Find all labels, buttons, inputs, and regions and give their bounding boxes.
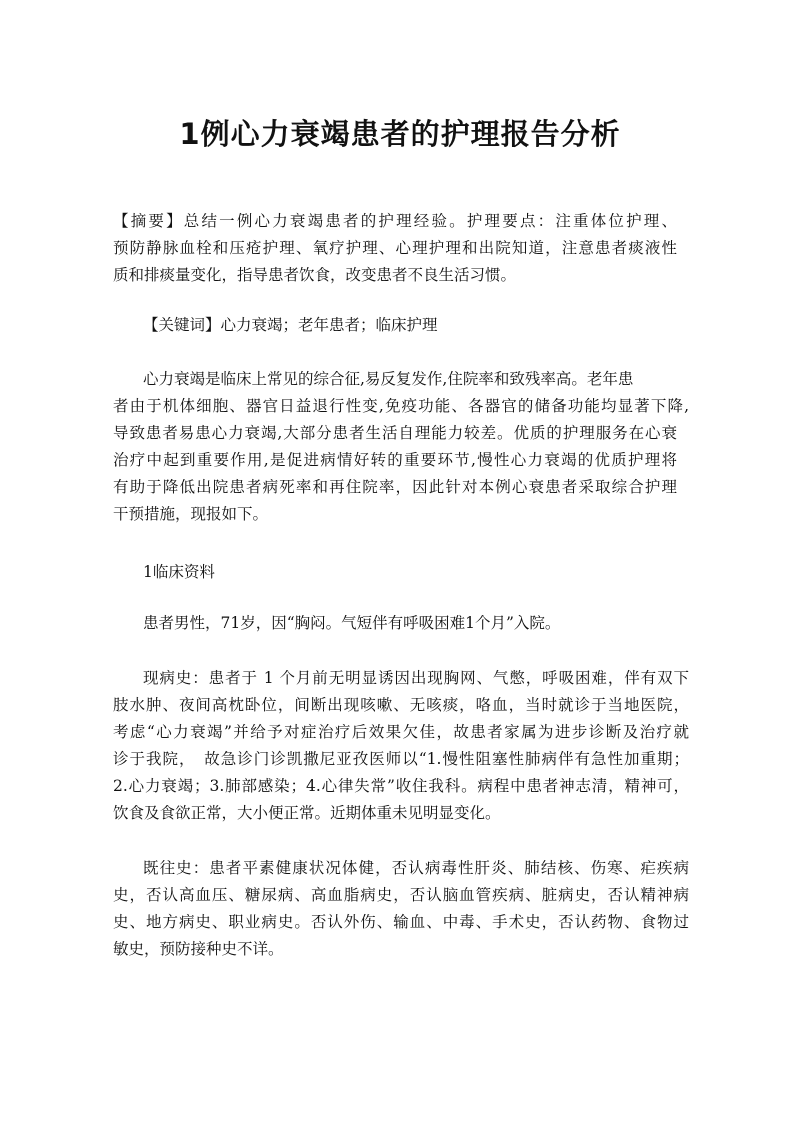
- present-history-line: 现病史：患者于 1 个月前无明显诱因出现胸网、气憋，呼吸困难，伴有双下: [143, 669, 689, 687]
- abstract-line: 【摘要】总结一例心力衰竭患者的护理经验。护理要点：注重体位护理、: [113, 212, 677, 230]
- past-history-line: 敏史，预防接种史不详。: [113, 940, 284, 958]
- intro-line: 治疗中起到重要作用,是促进病情好转的重要环节,慢性心力衰竭的优质护理将: [113, 451, 677, 469]
- abstract-line: 预防静脉血栓和压疮护理、氧疗护理、心理护理和出院知道，注意患者痰液性: [113, 239, 677, 257]
- present-history-line: 考虑“心力衰竭”并给予对症治疗后效果欠佳，故患者家属为进步诊断及治疗就: [113, 723, 689, 741]
- intro-line: 心力衰竭是临床上常见的综合征,易反复发作,住院率和致残率高。老年患: [143, 370, 634, 388]
- past-history-line: 既往史：患者平素健康状况体健，否认病毒性肝炎、肺结核、伤寒、疟疾病: [143, 859, 689, 877]
- past-history-line: 史，否认高血压、糖尿病、高血脂病史，否认脑血管疾病、脏病史，否认精神病: [113, 886, 689, 904]
- present-history-line: 饮食及食欲正常，大小便正常。近期体重未见明显变化。: [113, 804, 501, 822]
- abstract-line: 质和排痰量变化，指导患者饮食，改变患者不良生活习惯。: [113, 266, 517, 284]
- intro-line: 有助于降低出院患者病死率和再住院率，因此针对本例心衰患者采取综合护理: [113, 478, 677, 496]
- intro-line: 者由于机体细胞、器官日益退行性变,免疫功能、各器官的储备功能均显著下降,: [113, 397, 689, 415]
- present-history-line: 诊于我院， 故急诊门诊凯撒尼亚孜医师以“1.慢性阻塞性肺病伴有急性加重期；: [113, 750, 689, 768]
- section-heading: 1临床资料: [143, 563, 215, 581]
- keywords-line: 【关键词】心力衰竭；老年患者；临床护理: [143, 316, 438, 334]
- intro-line: 干预措施，现报如下。: [113, 505, 269, 523]
- patient-info-line: 患者男性，71岁，因“胸闷。气短伴有呼吸困难1个月”入院。: [143, 614, 561, 632]
- document-title: 1例心力衰竭患者的护理报告分析: [179, 117, 621, 151]
- past-history-line: 史、地方病史、职业病史。否认外伤、输血、中毒、手术史，否认药物、食物过: [113, 913, 689, 931]
- intro-line: 导致患者易患心力衰竭,大部分患者生活自理能力较差。优质的护理服务在心衰: [113, 424, 677, 442]
- present-history-line: 2.心力衰竭；3.肺部感染；4.心律失常”收住我科。病程中患者神志清，精神可，: [113, 777, 689, 795]
- present-history-line: 肢水肿、夜间高枕卧位，间断出现咳嗽、无咳痰，咯血，当时就诊于当地医院，: [113, 696, 689, 714]
